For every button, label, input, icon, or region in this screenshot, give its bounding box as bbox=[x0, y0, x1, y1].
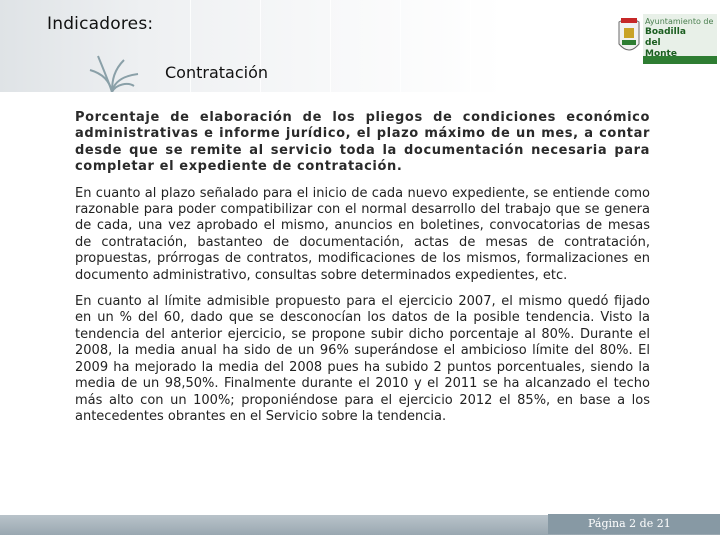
logo-line-2: Boadilla bbox=[645, 27, 686, 37]
page-number: Página 2 de 21 bbox=[588, 517, 671, 530]
logo-line-4: Monte bbox=[645, 49, 677, 59]
paragraph-limite: En cuanto al límite admisible propuesto para el ejercicio 2007, el mismo quedó fijado en un % del 60, dado que se desconocían los datos de la posible tendencia. Visto la tendencia del anterior ejercicio, se propone subir dicho porcentaje al 80%. Durante el 2008, la media anual ha sido de un 96% superándose el ambicioso límite del 80%. El 2009 ha mejorado la media del 2008 pues ha subido 2 puntos porcentuales, siendo la media de un 98,50%. Finalmente durante el 2010 y el 2011 se ha alcanzado el techo más alto con un 100%; proponiéndose para el ejercicio 2012 el 85%, en base a los antecedentes obrantes en el Servicio sobre la tendencia. bbox=[75, 294, 650, 424]
paragraph-plazo: En cuanto al plazo señalado para el inicio de cada nuevo expediente, se entiende como razonable para poder compatibilizar con el normal desarrollo del trabajo que se genera de cada, una vez aprobado el mismo, anuncios en boletines, convocatorias de mesas de contratación, bastanteo de documentación, actas de mesas de contratación, propuestas, prórrogas de contratos, modificaciones de los mismos, formalizaciones en documento administrativo, consultas sobre determinados expedientes, etc. bbox=[75, 185, 650, 283]
section-subtitle: Contratación bbox=[165, 63, 269, 82]
logo-line-3: del bbox=[645, 38, 661, 48]
main-content bbox=[75, 110, 650, 435]
page-title: Indicadores: bbox=[47, 14, 154, 34]
logo-text bbox=[645, 16, 713, 60]
indicator-definition: Porcentaje de elaboración de los pliegos de condiciones económico administrativas e informe jurídico, el plazo máximo de un mes, a contar desde que se remite al servicio toda la documentación necesaria para completar el expediente de contratación. bbox=[75, 110, 650, 175]
logo-line-1: Ayuntamiento de bbox=[645, 17, 714, 26]
plant-decoration-icon bbox=[84, 52, 140, 92]
